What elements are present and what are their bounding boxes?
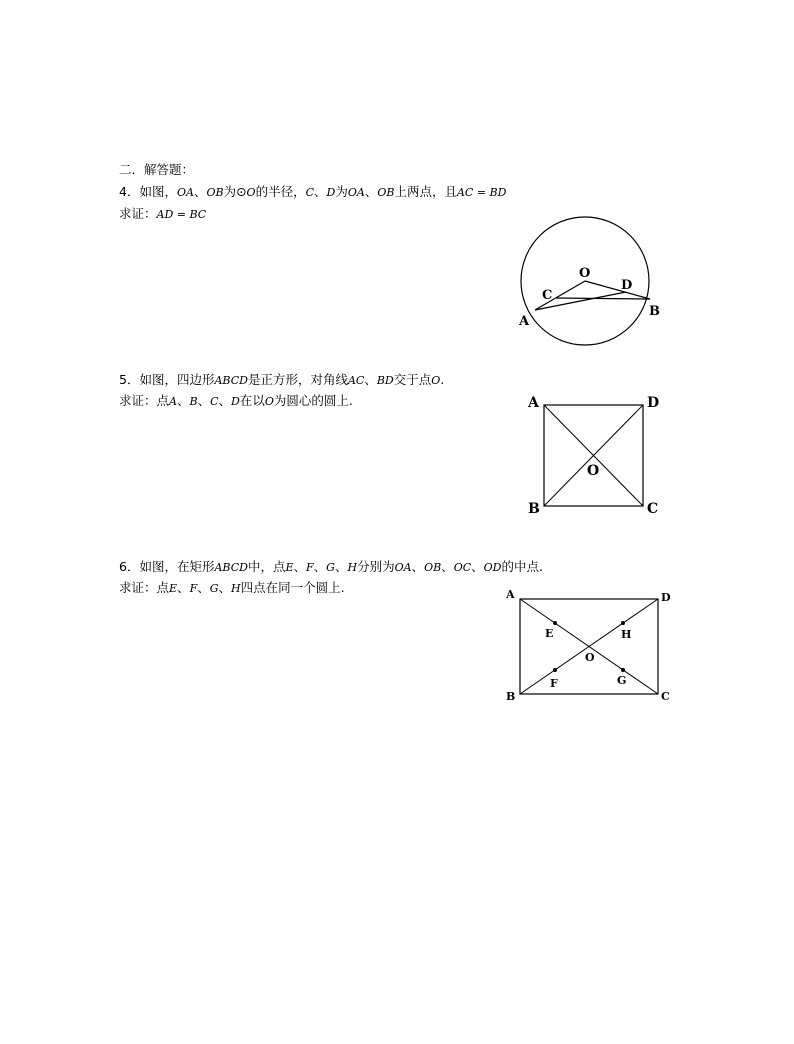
label-b: B bbox=[649, 304, 660, 319]
section-heading: 二．解答题： bbox=[119, 162, 195, 177]
label-d: D bbox=[647, 395, 660, 411]
point-f bbox=[553, 668, 557, 672]
label-b: B bbox=[506, 690, 516, 703]
problem-6-prove: 求证：点E、F、G、H四点在同一个圆上. bbox=[119, 580, 345, 595]
problem-5-prove: 求证：点A、B、C、D在以O为圆心的圆上. bbox=[119, 393, 353, 408]
problem-6-statement: 6．如图，在矩形ABCD中，点E、F、G、H分别为OA、OB、OC、OD的中点. bbox=[119, 559, 543, 574]
label-c: C bbox=[661, 690, 670, 703]
problem-4-prove: 求证：AD = BC bbox=[119, 206, 207, 221]
label-c: C bbox=[542, 288, 553, 303]
problem-6-figure bbox=[503, 585, 678, 705]
label-a: A bbox=[519, 314, 530, 329]
segment-ob bbox=[585, 281, 650, 299]
label-c: C bbox=[647, 501, 659, 517]
point-g bbox=[621, 668, 625, 672]
problem-4-statement: 4．如图，OA、OB为⊙O的半径，C、D为OA、OB上两点，且AC = BD bbox=[119, 184, 507, 199]
problem-5-figure bbox=[525, 392, 675, 517]
label-d: D bbox=[621, 278, 633, 293]
label-o: O bbox=[579, 266, 591, 281]
problem-4-figure bbox=[515, 215, 665, 355]
problem-5-statement: 5．如图，四边形ABCD是正方形，对角线AC、BD交于点O. bbox=[119, 372, 445, 387]
label-f: F bbox=[550, 677, 558, 690]
label-a: A bbox=[528, 395, 539, 411]
label-d: D bbox=[661, 591, 671, 604]
label-e: E bbox=[545, 627, 554, 640]
label-g: G bbox=[617, 674, 627, 687]
label-a: A bbox=[506, 588, 515, 601]
point-h bbox=[621, 621, 625, 625]
label-o: O bbox=[587, 463, 600, 479]
label-b: B bbox=[528, 501, 540, 517]
label-o: O bbox=[585, 651, 595, 664]
segment-bc bbox=[556, 298, 650, 299]
point-e bbox=[553, 621, 557, 625]
label-h: H bbox=[621, 628, 632, 641]
